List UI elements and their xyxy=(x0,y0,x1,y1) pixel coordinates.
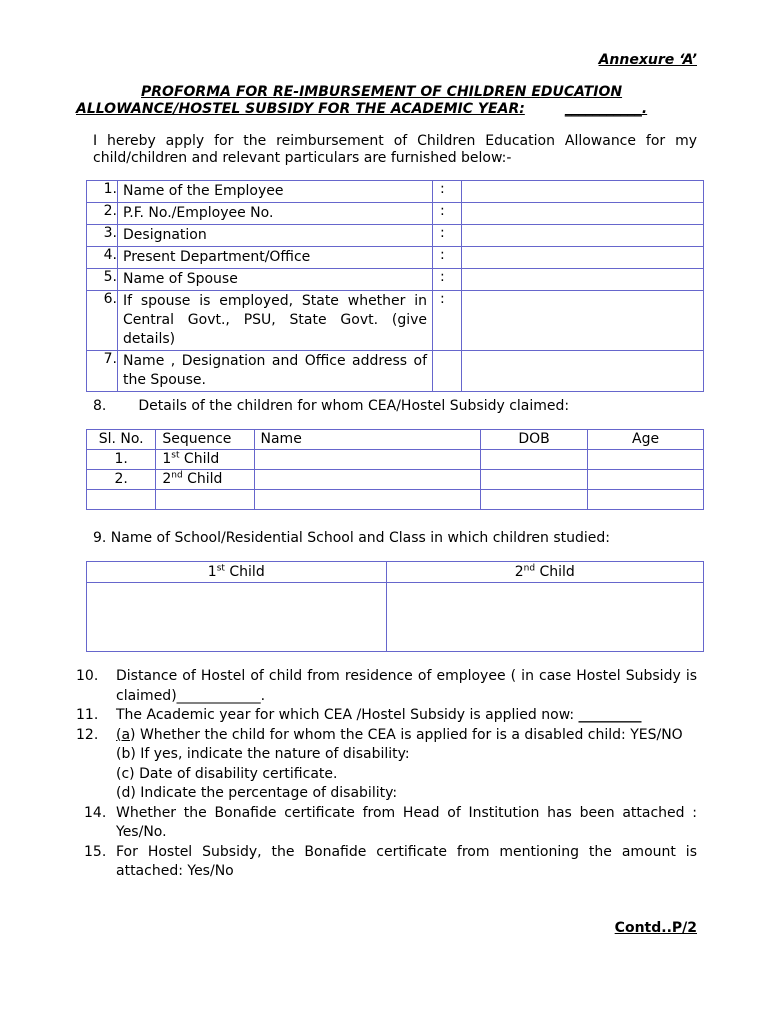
spouse-name-field[interactable] xyxy=(462,269,704,291)
row-number: 3. xyxy=(87,225,118,247)
item-12a-letter: (a xyxy=(116,726,131,743)
employee-name-field[interactable] xyxy=(462,181,704,203)
sl-no-cell: 1. xyxy=(87,450,156,470)
sequence-cell: 1st Child xyxy=(156,450,254,470)
name-cell[interactable] xyxy=(254,490,480,510)
row-colon: : xyxy=(433,181,462,203)
row-colon: : xyxy=(433,269,462,291)
item-text: The Academic year for which CEA /Hostel Subsidy is applied now: xyxy=(116,707,575,723)
table-row xyxy=(87,181,704,203)
header-name: Name xyxy=(254,430,480,450)
item-body xyxy=(116,706,697,726)
form-title xyxy=(76,84,696,118)
children-details-table xyxy=(86,429,704,510)
annexure-label: Annexure ‘A’ xyxy=(598,52,697,68)
title-line-2-text: ALLOWANCE/HOSTEL SUBSIDY FOR THE ACADEMIC YEAR: xyxy=(76,101,525,117)
item-text: Whether the Bonafide certificate from Head of Institution has been attached : Yes/No. xyxy=(116,804,697,840)
first-child-school-field[interactable] xyxy=(87,583,387,652)
table-row xyxy=(87,225,704,247)
item-text: For Hostel Subsidy, the Bonafide certificate from mentioning the amount is attached: Yes/No xyxy=(116,843,697,879)
row-colon: : xyxy=(433,225,462,247)
item-end: . xyxy=(260,687,266,704)
child-2-name-field[interactable] xyxy=(254,470,480,490)
table-row xyxy=(87,291,704,351)
row-number: 5. xyxy=(87,269,118,291)
item-number: 12. xyxy=(76,726,99,743)
item-15 xyxy=(76,843,697,882)
header-second-child: 2nd Child xyxy=(386,562,703,583)
title-line-1: PROFORMA FOR RE-IMBURSEMENT OF CHILDREN EDUCATION xyxy=(141,84,623,100)
row-label: Name of Spouse xyxy=(118,269,433,291)
row-number: 4. xyxy=(87,247,118,269)
row-label: Designation xyxy=(118,225,433,247)
header-first-child: 1st Child xyxy=(87,562,387,583)
table-header-row xyxy=(87,430,704,450)
row-colon: : xyxy=(433,291,462,351)
spouse-employment-field[interactable] xyxy=(462,291,704,351)
item-14 xyxy=(76,804,697,843)
table-row xyxy=(87,203,704,225)
header-dob: DOB xyxy=(480,430,587,450)
row-colon: : xyxy=(433,247,462,269)
item-10 xyxy=(76,667,697,706)
item-12 xyxy=(76,726,697,804)
row-label: Present Department/Office xyxy=(118,247,433,269)
sl-no-cell: 2. xyxy=(87,470,156,490)
item-12b-text: (b) If yes, indicate the nature of disability: xyxy=(116,746,410,762)
title-end: . xyxy=(641,101,648,117)
row-colon: : xyxy=(433,203,462,225)
pf-number-field[interactable] xyxy=(462,203,704,225)
item-12d-text: (d) Indicate the percentage of disability: xyxy=(116,785,398,801)
school-table xyxy=(86,561,704,652)
table-row xyxy=(87,450,704,470)
sequence-cell: 2nd Child xyxy=(156,470,254,490)
distance-blank[interactable]: ____________ xyxy=(176,687,261,704)
item-number: 14. xyxy=(84,804,107,821)
row-label: Name , Designation and Office address of the Spouse. xyxy=(118,351,433,392)
table-row xyxy=(87,247,704,269)
row-label: P.F. No./Employee No. xyxy=(118,203,433,225)
child-1-age-field[interactable] xyxy=(588,450,704,470)
child-1-name-field[interactable] xyxy=(254,450,480,470)
section-8-number: 8. xyxy=(93,398,107,414)
title-line-2 xyxy=(76,101,696,118)
continued-label: Contd..P/2 xyxy=(614,920,697,936)
employee-particulars-table xyxy=(86,180,704,392)
item-number: 11. xyxy=(76,707,99,723)
second-child-school-field[interactable] xyxy=(386,583,703,652)
age-cell[interactable] xyxy=(588,490,704,510)
designation-field[interactable] xyxy=(462,225,704,247)
table-header-row xyxy=(87,562,704,583)
item-text: Distance of Hostel of child from residence of employee ( in case Hostel Subsidy is claimed) xyxy=(116,668,697,704)
item-12a-text: ) Whether the child for whom the CEA is applied for is a disabled child: YES/NO xyxy=(130,726,683,743)
dob-cell[interactable] xyxy=(480,490,587,510)
spouse-address-field[interactable] xyxy=(462,351,704,392)
header-sequence: Sequence xyxy=(156,430,254,450)
item-11 xyxy=(76,706,697,726)
row-number: 2. xyxy=(87,203,118,225)
table-row xyxy=(87,351,704,392)
child-2-dob-field[interactable] xyxy=(480,470,587,490)
row-number: 7. xyxy=(87,351,118,392)
item-number: 10. xyxy=(76,668,99,684)
sl-no-cell[interactable] xyxy=(87,490,156,510)
form-items xyxy=(76,667,697,882)
section-8-text: Details of the children for whom CEA/Hostel Subsidy claimed: xyxy=(138,398,570,414)
row-number: 6. xyxy=(87,291,118,351)
section-9-heading: 9. Name of School/Residential School and Class in which children studied: xyxy=(93,530,610,546)
row-number: 1. xyxy=(87,181,118,203)
table-row xyxy=(87,583,704,652)
child-2-age-field[interactable] xyxy=(588,470,704,490)
table-row xyxy=(87,490,704,510)
department-field[interactable] xyxy=(462,247,704,269)
academic-year-now-blank[interactable]: _________ xyxy=(578,707,642,723)
item-body xyxy=(116,667,697,706)
item-number: 15. xyxy=(84,843,107,860)
child-1-dob-field[interactable] xyxy=(480,450,587,470)
table-row xyxy=(87,470,704,490)
item-body xyxy=(116,726,697,804)
intro-paragraph: I hereby apply for the reimbursement of Children Education Allowance for my child/children and relevant particulars are furnished below:- xyxy=(93,133,697,166)
header-sl-no: Sl. No. xyxy=(87,430,156,450)
table-row xyxy=(87,269,704,291)
row-colon xyxy=(433,351,462,392)
section-8-heading xyxy=(93,398,569,414)
academic-year-blank[interactable]: ___________ xyxy=(564,101,642,117)
header-age: Age xyxy=(588,430,704,450)
sequence-cell[interactable] xyxy=(156,490,254,510)
row-label: If spouse is employed, State whether in Central Govt., PSU, State Govt. (give details) xyxy=(118,291,433,351)
item-12c-text: (c) Date of disability certificate. xyxy=(116,765,338,782)
row-label: Name of the Employee xyxy=(118,181,433,203)
